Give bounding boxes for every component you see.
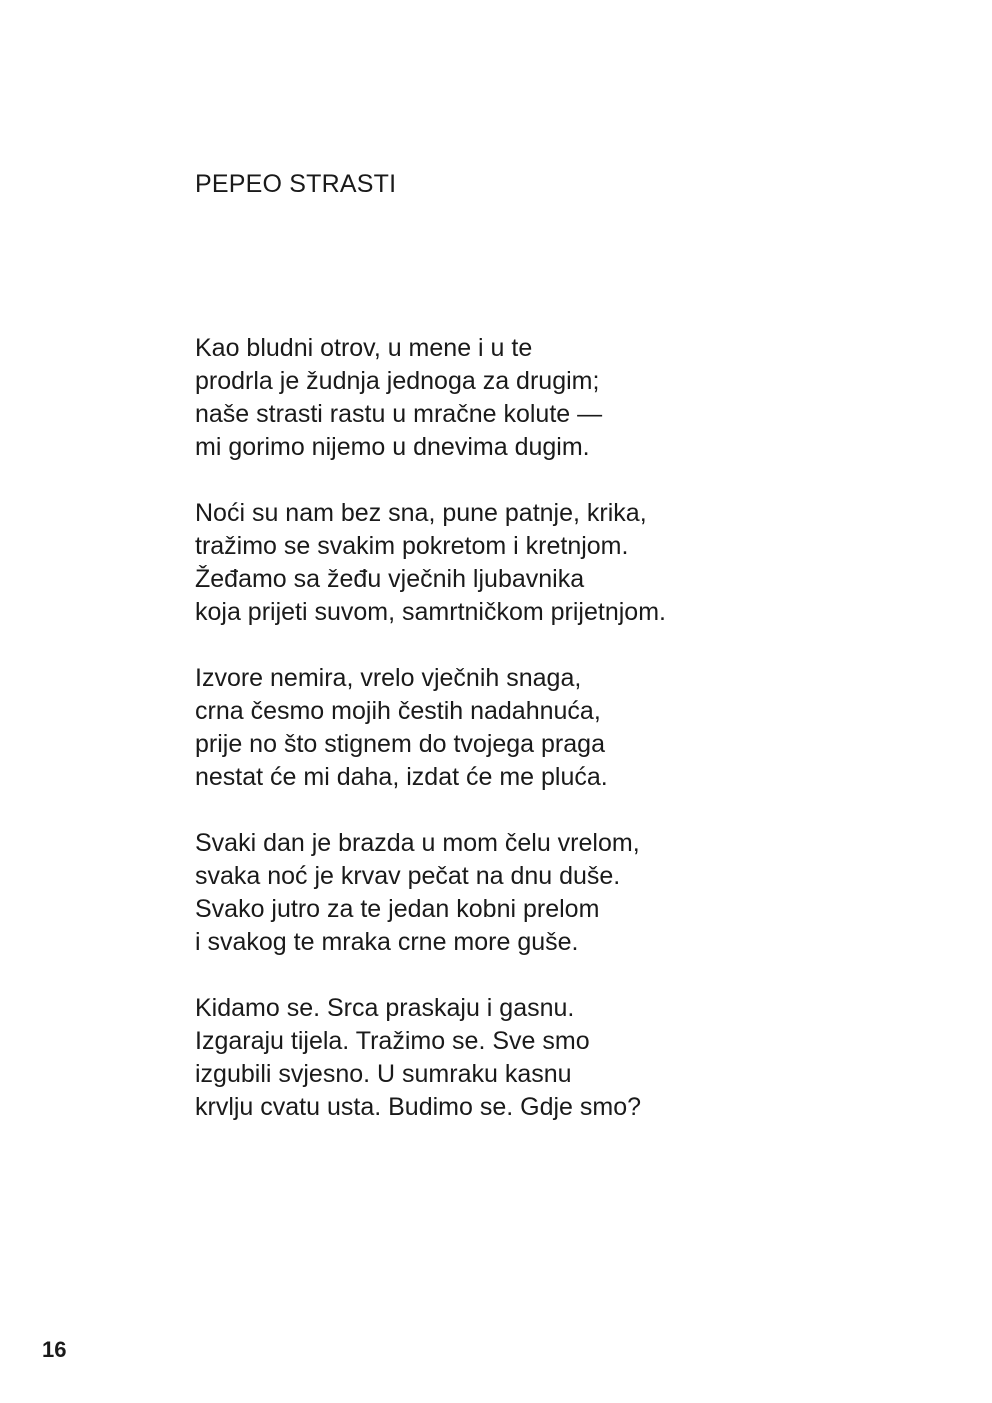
poem-line: prodrla je žudnja jednoga za drugim;: [195, 367, 600, 395]
poem-line: crna česmo mojih čestih nadahnuća,: [195, 697, 601, 725]
poem-line: i svakog te mraka crne more guše.: [195, 928, 579, 956]
poem-line: svaka noć je krvav pečat na dnu duše.: [195, 862, 621, 890]
poem-body: [195, 332, 895, 1157]
poem-line: Svako jutro za te jedan kobni prelom: [195, 895, 600, 923]
poem-line: naše strasti rastu u mračne kolute —: [195, 400, 603, 428]
poem-line: Noći su nam bez sna, pune patnje, krika,: [195, 499, 647, 527]
poem-line: tražimo se svakim pokretom i kretnjom.: [195, 532, 629, 560]
poem-line: krvlju cvatu usta. Budimo se. Gdje smo?: [195, 1093, 642, 1121]
stanza-3: [195, 662, 895, 794]
poem-line: Kidamo se. Srca praskaju i gasnu.: [195, 994, 575, 1022]
poem-title: PEPEO STRASTI: [195, 170, 397, 198]
stanza-5: [195, 992, 895, 1124]
poem-line: nestat će mi daha, izdat će me pluća.: [195, 763, 608, 791]
page-number: 16: [42, 1337, 67, 1362]
poem-line: izgubili svjesno. U sumraku kasnu: [195, 1060, 572, 1088]
stanza-4: [195, 827, 895, 959]
stanza-2: [195, 497, 895, 629]
poem-line: Žeđamo sa žeđu vječnih ljubavnika: [195, 565, 585, 593]
poem-line: Izvore nemira, vrelo vječnih snaga,: [195, 664, 582, 692]
poem-line: prije no što stignem do tvojega praga: [195, 730, 605, 758]
stanza-1: [195, 332, 895, 464]
poem-line: Svaki dan je brazda u mom čelu vrelom,: [195, 829, 640, 857]
poem-line: mi gorimo nijemo u dnevima dugim.: [195, 433, 590, 461]
poem-line: Kao bludni otrov, u mene i u te: [195, 334, 533, 362]
poem-line: koja prijeti suvom, samrtničkom prijetnjom.: [195, 598, 666, 626]
poem-line: Izgaraju tijela. Tražimo se. Sve smo: [195, 1027, 590, 1055]
